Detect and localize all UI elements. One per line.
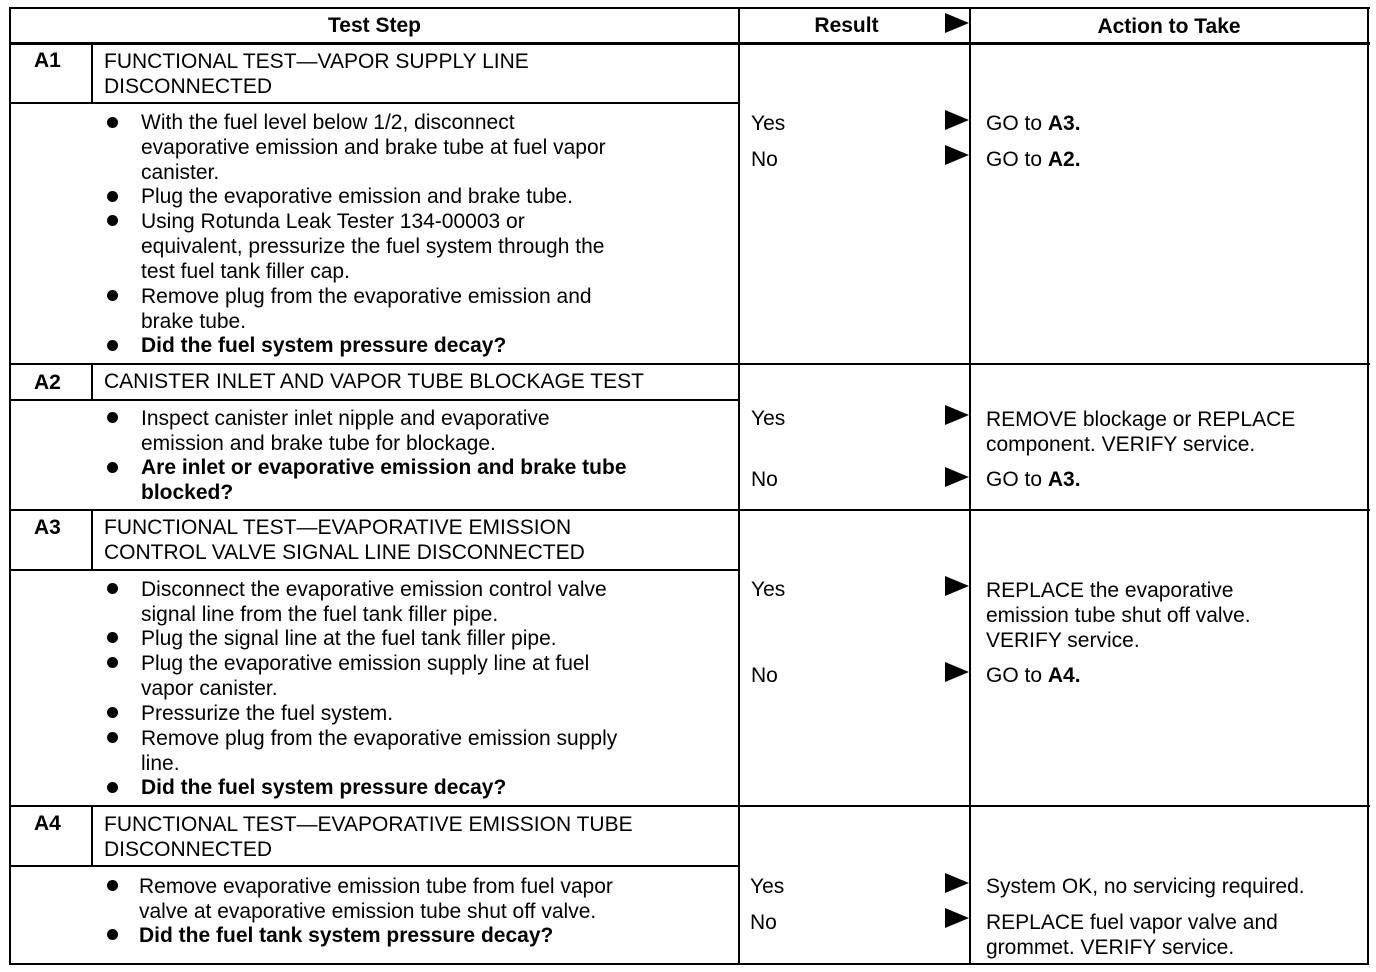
bullet-text: Plug the evaporative emission supply line at fuel vapor canister. [141,652,590,700]
bullet-icon [107,215,118,226]
bullet-question: Did the fuel system pressure decay? [141,334,507,357]
row-separator [9,363,1370,365]
step-title: FUNCTIONAL TEST—EVAPORATIVE EMISSION TUBE DISCONNECTED [104,813,633,861]
step-id-divider [91,511,93,571]
step-id-divider [91,365,93,401]
result-arrow-icon [945,576,969,596]
step-title: CANISTER INLET AND VAPOR TUBE BLOCKAGE TEST [104,370,644,393]
bullet-icon [107,290,118,301]
col-divider-result [738,7,740,965]
bullet-text: Remove plug from the evaporative emission and brake tube. [141,285,592,333]
result-label: Yes [750,875,785,898]
bullet-icon [107,732,118,743]
bullet-text: Remove evaporative emission tube from fuel vapor valve at evaporative emission tube shut off valve. [139,875,613,923]
bullet-icon [107,657,118,668]
title-underline [9,399,739,401]
action-text: REPLACE the evaporative emission tube shut off valve. VERIFY service. [986,579,1251,652]
title-underline [9,102,739,104]
result-label: No [750,911,777,934]
bullet-icon [107,412,118,423]
bullet-icon [107,707,118,718]
bullet-text: Disconnect the evaporative emission control valve signal line from the fuel tank filler pipe. [141,578,607,626]
bullet-question: Did the fuel system pressure decay? [141,776,507,799]
action-text: GO to A3. [986,112,1081,135]
step-title: FUNCTIONAL TEST—VAPOR SUPPLY LINE DISCONNECTED [104,50,529,98]
result-label: Yes [751,407,786,430]
result-label: No [751,468,778,491]
header-divider [9,42,1370,45]
bullet-icon [107,191,118,202]
bullet-question: Did the fuel tank system pressure decay? [139,924,554,947]
step-id: A3 [34,516,61,539]
bullet-text: Using Rotunda Leak Tester 134-00003 or equivalent, pressurize the fuel system through the test fuel tank filler cap. [141,210,605,283]
step-id-divider [91,44,93,104]
bullet-icon [107,782,118,793]
result-arrow-icon [945,110,969,130]
step-id: A2 [34,371,61,394]
result-label: No [751,148,778,171]
step-title: FUNCTIONAL TEST—EVAPORATIVE EMISSION CONTROL VALVE SIGNAL LINE DISCONNECTED [104,516,585,564]
action-text: GO to A2. [986,148,1081,171]
result-arrow-icon [945,908,969,928]
header-result: Result [814,14,879,37]
title-underline [9,865,739,867]
result-label: Yes [751,112,786,135]
border-top [9,7,1370,9]
bullet-icon [107,462,118,473]
result-arrow-icon [945,405,969,425]
bullet-icon [107,583,118,594]
border-bottom [9,963,1369,965]
bullet-icon [107,632,118,643]
step-id: A1 [34,49,61,72]
bullet-text: Remove plug from the evaporative emission supply line. [141,727,618,775]
action-text: System OK, no servicing required. [986,875,1305,898]
col-divider-action [969,7,971,965]
title-underline [9,569,739,571]
row-separator [9,509,1370,511]
step-id-divider [91,807,93,867]
result-label: No [751,664,778,687]
bullet-text: Plug the evaporative emission and brake tube. [141,185,573,208]
bullet-icon [107,340,118,351]
bullet-text: Pressurize the fuel system. [141,702,394,725]
action-text: GO to A4. [986,664,1081,687]
bullet-question: Are inlet or evaporative emission and brake tube blocked? [141,456,627,504]
border-right [1367,7,1369,965]
header-action: Action to Take [1097,15,1241,38]
action-text: REPLACE fuel vapor valve and grommet. VERIFY service. [986,911,1278,959]
action-text: GO to A3. [986,468,1081,491]
header-arrow-icon [945,13,969,33]
border-left [9,7,11,965]
step-id: A4 [34,812,61,835]
bullet-text: With the fuel level below 1/2, disconnect evaporative emission and brake tube at fuel vapor canister. [141,111,606,184]
result-arrow-icon [945,145,969,165]
header-test-step: Test Step [328,14,421,37]
result-label: Yes [751,578,786,601]
bullet-icon [107,929,118,940]
row-separator [9,805,1370,807]
bullet-icon [107,117,118,128]
bullet-text: Plug the signal line at the fuel tank filler pipe. [141,627,557,650]
bullet-icon [107,880,118,891]
action-text: REMOVE blockage or REPLACE component. VERIFY service. [986,408,1296,456]
result-arrow-icon [945,662,969,682]
result-arrow-icon [945,467,969,487]
bullet-text: Inspect canister inlet nipple and evaporative emission and brake tube for blockage. [141,407,550,455]
result-arrow-icon [945,873,969,893]
